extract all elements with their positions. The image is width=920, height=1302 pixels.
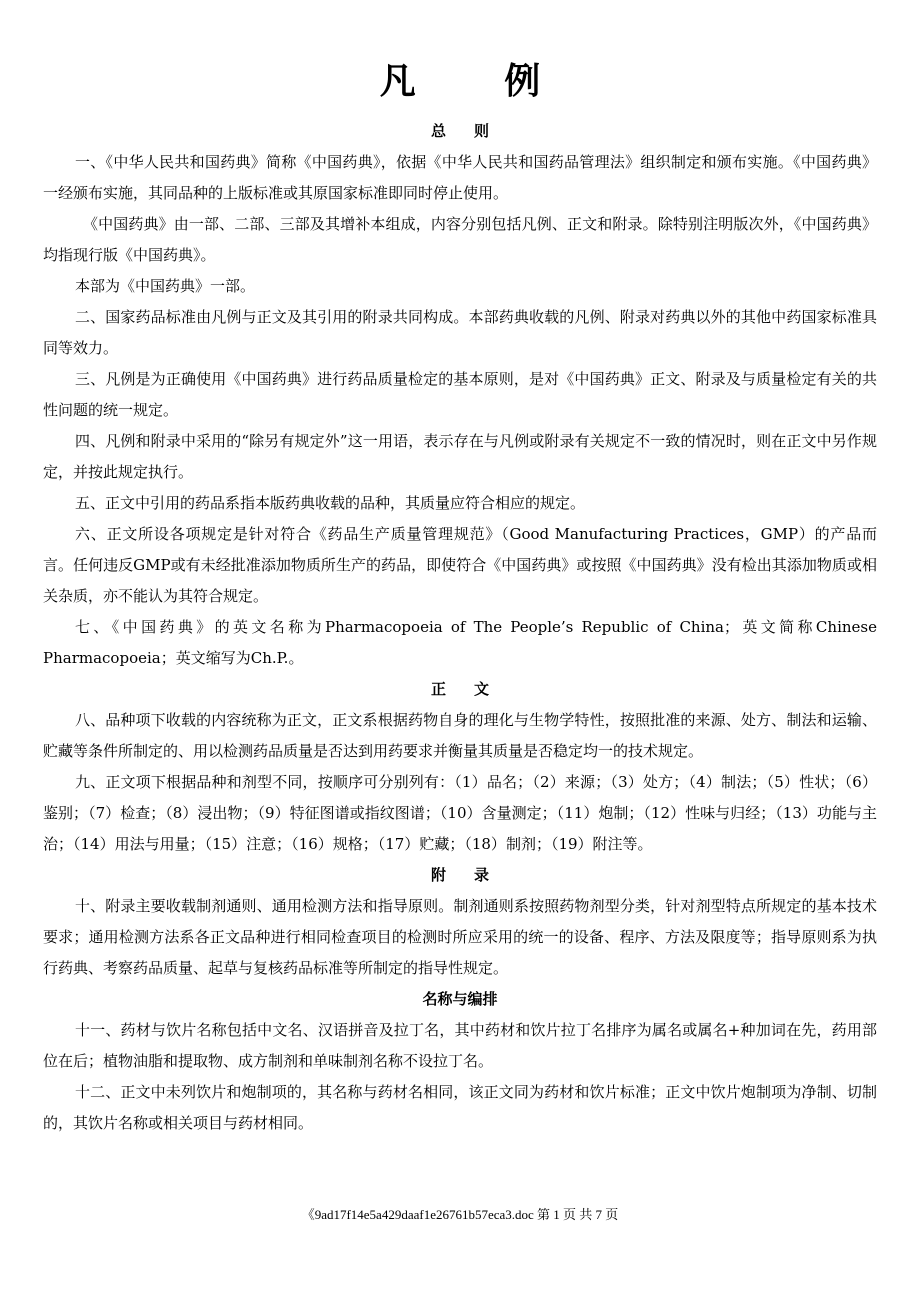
section-heading-naming: 名称与编排 [422, 990, 498, 1008]
paragraph: 本部为《中国药典》一部。 [75, 277, 256, 295]
page-footer: 《9ad17f14e5a429daaf1e26761b57eca3.doc 第 1 页 共 7 页 [301, 1207, 619, 1222]
paragraph: 十一、药材与饮片名称包括中文名、汉语拼音及拉丁名，其中药材和饮片拉丁名排序为属名或属名+种加词在先，药用部位在后；植物油脂和提取物、成方制剂和单味制剂名称不设拉丁名。 [43, 1021, 877, 1070]
paragraph: 七、《中国药典》的英文名称为Pharmacopoeia of The People’s Republic of China；英文简称Chinese Pharmacopoeia；英文缩写为Ch.P.。 [43, 618, 877, 667]
paragraph: 五、正文中引用的药品系指本版药典收载的品种，其质量应符合相应的规定。 [75, 494, 586, 512]
section-heading-general: 总则 [430, 122, 517, 140]
section-heading-main-text: 正文 [430, 680, 517, 698]
document-page [43, 50, 877, 1139]
paragraph: 八、品种项下收载的内容统称为正文，正文系根据药物自身的理化与生物学特性，按照批准的来源、处方、制法和运输、贮藏等条件所制定的、用以检测药品质量是否达到用药要求并衡量其质量是否稳定均一的技术规定。 [43, 711, 877, 760]
paragraph: 十二、正文中未列饮片和炮制项的，其名称与药材名相同，该正文同为药材和饮片标准；正文中饮片炮制项为净制、切制的，其饮片名称或相关项目与药材相同。 [43, 1083, 877, 1132]
section-heading-appendix: 附录 [430, 866, 517, 884]
paragraph: 二、国家药品标准由凡例与正文及其引用的附录共同构成。本部药典收载的凡例、附录对药典以外的其他中药国家标准具同等效力。 [43, 308, 877, 357]
page-title: 凡 例 [379, 61, 579, 102]
paragraph: 一、《中华人民共和国药典》简称《中国药典》，依据《中华人民共和国药品管理法》组织制定和颁布实施。《中国药典》一经颁布实施，其同品种的上版标准或其原国家标准即同时停止使用。 [43, 153, 877, 202]
paragraph: 六、正文所设各项规定是针对符合《药品生产质量管理规范》（Good Manufacturing Practices，GMP）的产品而言。任何违反GMP或有未经批准添加物质所生产的药品，即使符合《中国药典》或按照《中国药典》没有检出其添加物质或相关杂质，亦不能认为其符合规定。 [43, 525, 877, 605]
paragraph: 九、正文项下根据品种和剂型不同，按顺序可分别列有：（1）品名；（2）来源；（3）处方；（4）制法；（5）性状；（6）鉴别；（7）检查；（8）浸出物；（9）特征图谱或指纹图谱；（10）含量测定；（11）炮制；（12）性味与归经；（13）功能与主治；（14）用法与用量；（15）注意；（16）规格；（17）贮藏；（18）制剂；（19）附注等。 [43, 773, 877, 853]
paragraph: 《中国药典》由一部、二部、三部及其增补本组成，内容分别包括凡例、正文和附录。除特别注明版次外，《中国药典》均指现行版《中国药典》。 [43, 215, 877, 264]
paragraph: 十、附录主要收载制剂通则、通用检测方法和指导原则。制剂通则系按照药物剂型分类，针对剂型特点所规定的基本技术要求；通用检测方法系各正文品种进行相同检查项目的检测时所应采用的统一的设备、程序、方法及限度等；指导原则系为执行药典、考察药品质量、起草与复核药品标准等所制定的指导性规定。 [43, 897, 877, 977]
paragraph: 三、凡例是为正确使用《中国药典》进行药品质量检定的基本原则，是对《中国药典》正文、附录及与质量检定有关的共性问题的统一规定。 [43, 370, 877, 419]
paragraph: 四、凡例和附录中采用的“除另有规定外”这一用语，表示存在与凡例或附录有关规定不一致的情况时，则在正文中另作规定，并按此规定执行。 [43, 432, 877, 481]
